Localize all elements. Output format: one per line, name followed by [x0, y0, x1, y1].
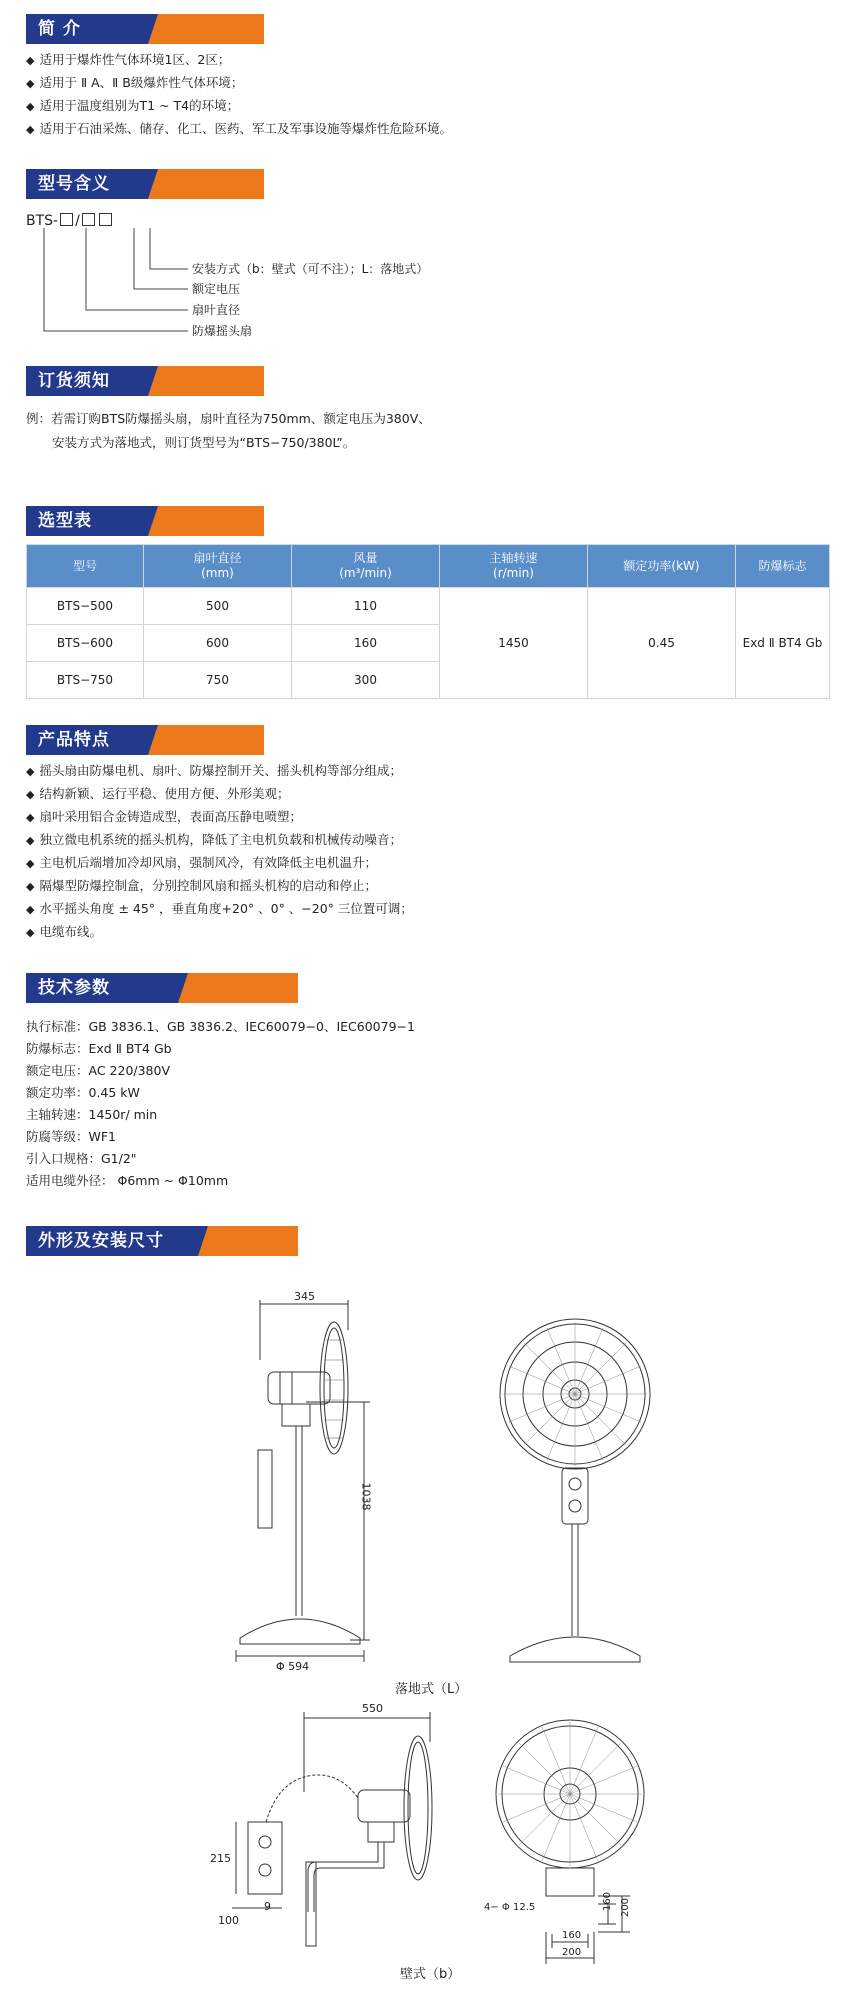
list-item: ◆ 水平摇头角度 ± 45° ，垂直角度+20° 、0° 、−20° 三位置可调； [26, 898, 413, 921]
section-accent [178, 973, 298, 1003]
cell-airflow: 300 [292, 662, 440, 699]
wall-fan-front-drawing [490, 1718, 650, 1898]
list-item: ◆ 结构新颖、运行平稳、使用方便、外形美观； [26, 783, 413, 806]
list-item: ◆ 扇叶采用铝合金铸造成型，表面高压静电喷塑； [26, 806, 413, 829]
dim-wall-plate-v1: 160 [602, 1891, 614, 1912]
section-accent [148, 169, 264, 199]
table-header-row [27, 545, 830, 588]
dim-wall-box-height: 215 [210, 1852, 231, 1865]
tech-corrosion: 防腐等级：WF1 [26, 1129, 117, 1144]
tech-voltage: 额定电压：AC 220/380V [26, 1063, 171, 1078]
header-speed: 主轴转速 (r/min) [440, 545, 588, 588]
section-header-intro [26, 14, 264, 44]
section-accent [148, 14, 264, 44]
cell-airflow: 160 [292, 625, 440, 662]
tech-mark: 防爆标志：Exd Ⅱ BT4 Gb [26, 1041, 172, 1056]
cell-model: BTS−600 [27, 625, 144, 662]
dim-wall-box-width: 100 [218, 1914, 239, 1927]
header-power: 额定功率(kW) [588, 545, 736, 588]
dim-wall-holes: 4− Φ 12.5 [484, 1902, 536, 1913]
list-item: ◆ 主电机后端增加冷却风扇，强制风冷，有效降低主电机温升； [26, 852, 413, 875]
section-header-selection [26, 506, 264, 536]
floor-caption: 落地式（L） [395, 1682, 468, 1697]
dim-wall-plate-width: 200 [562, 1947, 582, 1958]
cell-diameter: 500 [144, 588, 292, 625]
code-box [82, 213, 95, 226]
wall-plate-dim-drawing [540, 1890, 650, 1970]
table-row [27, 588, 830, 625]
list-item: ◆ 摇头扇由防爆电机、扇叶、防爆控制开关、摇头机构等部分组成； [26, 760, 413, 783]
list-item: ◆ 适用于爆炸性气体环境1区、2区； [26, 49, 452, 72]
tech-cable: 适用电缆外径： Φ6mm ~ Φ10mm [26, 1173, 229, 1188]
list-item: ◆ 独立微电机系统的摇头机构，降低了主电机负载和机械传动噪音； [26, 829, 413, 852]
section-title: 外形及安装尺寸 [26, 1226, 198, 1256]
section-header-dims [26, 1226, 298, 1256]
tech-standard: 执行标准：GB 3836.1、GB 3836.2、IEC60079−0、IEC60079−1 [26, 1019, 415, 1034]
list-item: ◆ 隔爆型防爆控制盒，分别控制风扇和摇头机构的启动和停止； [26, 875, 413, 898]
tech-list [26, 1016, 415, 1192]
model-label-voltage: 额定电压 [192, 282, 241, 296]
section-accent [148, 506, 264, 536]
model-slash: / [75, 213, 80, 229]
cell-speed: 1450 [440, 588, 588, 699]
model-label-install: 安装方式（b：壁式（可不注）；L：落地式） [192, 262, 429, 276]
cell-model: BTS−750 [27, 662, 144, 699]
header-airflow: 风量 (m³/min) [292, 545, 440, 588]
wall-caption: 壁式（b） [400, 1967, 461, 1982]
cell-power: 0.45 [588, 588, 736, 699]
dim-wall-width-top: 550 [362, 1702, 383, 1715]
tech-power: 额定功率：0.45 kW [26, 1085, 140, 1100]
header-diameter: 扇叶直径 (mm) [144, 545, 292, 588]
section-accent [198, 1226, 298, 1256]
section-header-order [26, 366, 264, 396]
model-code-diagram [26, 228, 196, 338]
list-item: ◆ 电缆布线。 [26, 921, 413, 944]
intro-list [26, 49, 452, 141]
selection-table [26, 544, 830, 699]
section-header-tech [26, 973, 298, 1003]
features-list [26, 760, 413, 944]
section-title: 产品特点 [26, 725, 148, 755]
dim-wall-plate-v2: 200 [620, 1897, 632, 1918]
tech-inlet: 引入口规格：G1/2" [26, 1151, 137, 1166]
section-title: 选型表 [26, 506, 148, 536]
cell-model: BTS−500 [27, 588, 144, 625]
cell-diameter: 600 [144, 625, 292, 662]
section-accent [148, 725, 264, 755]
section-title: 技术参数 [26, 973, 178, 1003]
dim-wall-gap: 9 [264, 1900, 271, 1913]
model-prefix: BTS- [26, 213, 59, 229]
code-box [60, 213, 73, 226]
header-model: 型号 [27, 545, 144, 588]
section-header-features [26, 725, 264, 755]
order-line-2: 安装方式为落地式，则订货型号为“BTS−750/380L”。 [52, 435, 356, 450]
cell-mark: Exd Ⅱ BT4 Gb [736, 588, 830, 699]
list-item: ◆ 适用于 Ⅱ A、Ⅱ B级爆炸性气体环境； [26, 72, 452, 95]
section-header-model [26, 169, 264, 199]
model-label-type: 防爆摇头扇 [192, 324, 253, 338]
list-item: ◆ 适用于石油采炼、储存、化工、医药、军工及军事设施等爆炸性危险环境。 [26, 118, 452, 141]
wall-fan-side-drawing [208, 1712, 438, 1952]
cell-diameter: 750 [144, 662, 292, 699]
section-title: 订货须知 [26, 366, 148, 396]
list-item: ◆ 适用于温度组别为T1 ~ T4的环境； [26, 95, 452, 118]
dim-floor-width-top: 345 [294, 1290, 315, 1303]
section-title: 简 介 [26, 14, 148, 44]
section-title: 型号含义 [26, 169, 148, 199]
dim-wall-hole-span: 160 [562, 1930, 582, 1941]
code-box [99, 213, 112, 226]
floor-fan-front-drawing [480, 1318, 670, 1663]
section-accent [148, 366, 264, 396]
model-label-diameter: 扇叶直径 [192, 303, 241, 317]
header-mark: 防爆标志 [736, 545, 830, 588]
order-line-1: 例：若需订购BTS防爆摇头扇，扇叶直径为750mm、额定电压为380V、 [26, 411, 431, 426]
cell-airflow: 110 [292, 588, 440, 625]
dim-floor-height: 1038 [359, 1482, 373, 1511]
tech-speed: 主轴转速：1450r/ min [26, 1107, 158, 1122]
dim-floor-base: Φ 594 [276, 1660, 310, 1673]
